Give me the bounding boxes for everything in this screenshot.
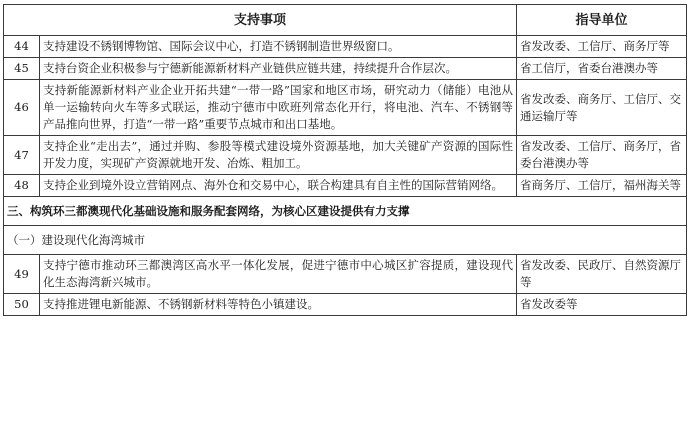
row-unit: 省发改委、民政厅、自然资源厅等 bbox=[517, 255, 687, 294]
row-content: 支持建设不锈钢博物馆、国际会议中心，打造不锈钢制造世界级窗口。 bbox=[40, 36, 517, 58]
row-number: 46 bbox=[4, 80, 40, 136]
table-row bbox=[4, 58, 687, 80]
row-unit: 省发改委、商务厅、工信厅、交通运输厅等 bbox=[517, 80, 687, 136]
row-content: 支持企业“走出去”，通过并购、参股等模式建设境外资源基地，加大关键矿产资源的国际性开发力度，实现矿产资源就地开发、冶炼、粗加工。 bbox=[40, 136, 517, 175]
header-unit: 指导单位 bbox=[517, 5, 687, 36]
row-number: 44 bbox=[4, 36, 40, 58]
table-row bbox=[4, 255, 687, 294]
row-unit: 省商务厅、工信厅，福州海关等 bbox=[517, 175, 687, 197]
row-unit: 省发改委、工信厅、商务厅，省委台港澳办等 bbox=[517, 136, 687, 175]
row-unit: 省发改委、工信厅、商务厅等 bbox=[517, 36, 687, 58]
subsection-row bbox=[4, 226, 687, 255]
table-row bbox=[4, 80, 687, 136]
row-content: 支持台资企业积极参与宁德新能源新材料产业链供应链共建，持续提升合作层次。 bbox=[40, 58, 517, 80]
row-number: 47 bbox=[4, 136, 40, 175]
subsection-heading: （一）建设现代化海湾城市 bbox=[4, 226, 687, 255]
row-content: 支持企业到境外设立营销网点、海外仓和交易中心，联合构建具有自主性的国际营销网络。 bbox=[40, 175, 517, 197]
header-matter: 支持事项 bbox=[4, 5, 517, 36]
row-number: 49 bbox=[4, 255, 40, 294]
table-row bbox=[4, 294, 687, 316]
policy-table bbox=[3, 4, 687, 316]
row-unit: 省工信厅，省委台港澳办等 bbox=[517, 58, 687, 80]
row-number: 48 bbox=[4, 175, 40, 197]
table-row bbox=[4, 136, 687, 175]
section-row bbox=[4, 197, 687, 226]
section-heading: 三、构筑环三都澳现代化基础设施和服务配套网络，为核心区建设提供有力支撑 bbox=[4, 197, 687, 226]
row-content: 支持新能源新材料产业企业开拓共建“一带一路”国家和地区市场，研究动力（储能）电池从单一运输转向火车等多式联运，推动宁德市中欧班列常态化开行，将电池、汽车、不锈钢等产品推向世界，打造“一带一路”重要节点城市和出口基地。 bbox=[40, 80, 517, 136]
table-header-row bbox=[4, 5, 687, 36]
row-unit: 省发改委等 bbox=[517, 294, 687, 316]
row-content: 支持推进锂电新能源、不锈钢新材料等特色小镇建设。 bbox=[40, 294, 517, 316]
row-number: 45 bbox=[4, 58, 40, 80]
table-row bbox=[4, 175, 687, 197]
row-content: 支持宁德市推动环三都澳湾区高水平一体化发展，促进宁德市中心城区扩容提质，建设现代化生态海湾新兴城市。 bbox=[40, 255, 517, 294]
row-number: 50 bbox=[4, 294, 40, 316]
table-row bbox=[4, 36, 687, 58]
